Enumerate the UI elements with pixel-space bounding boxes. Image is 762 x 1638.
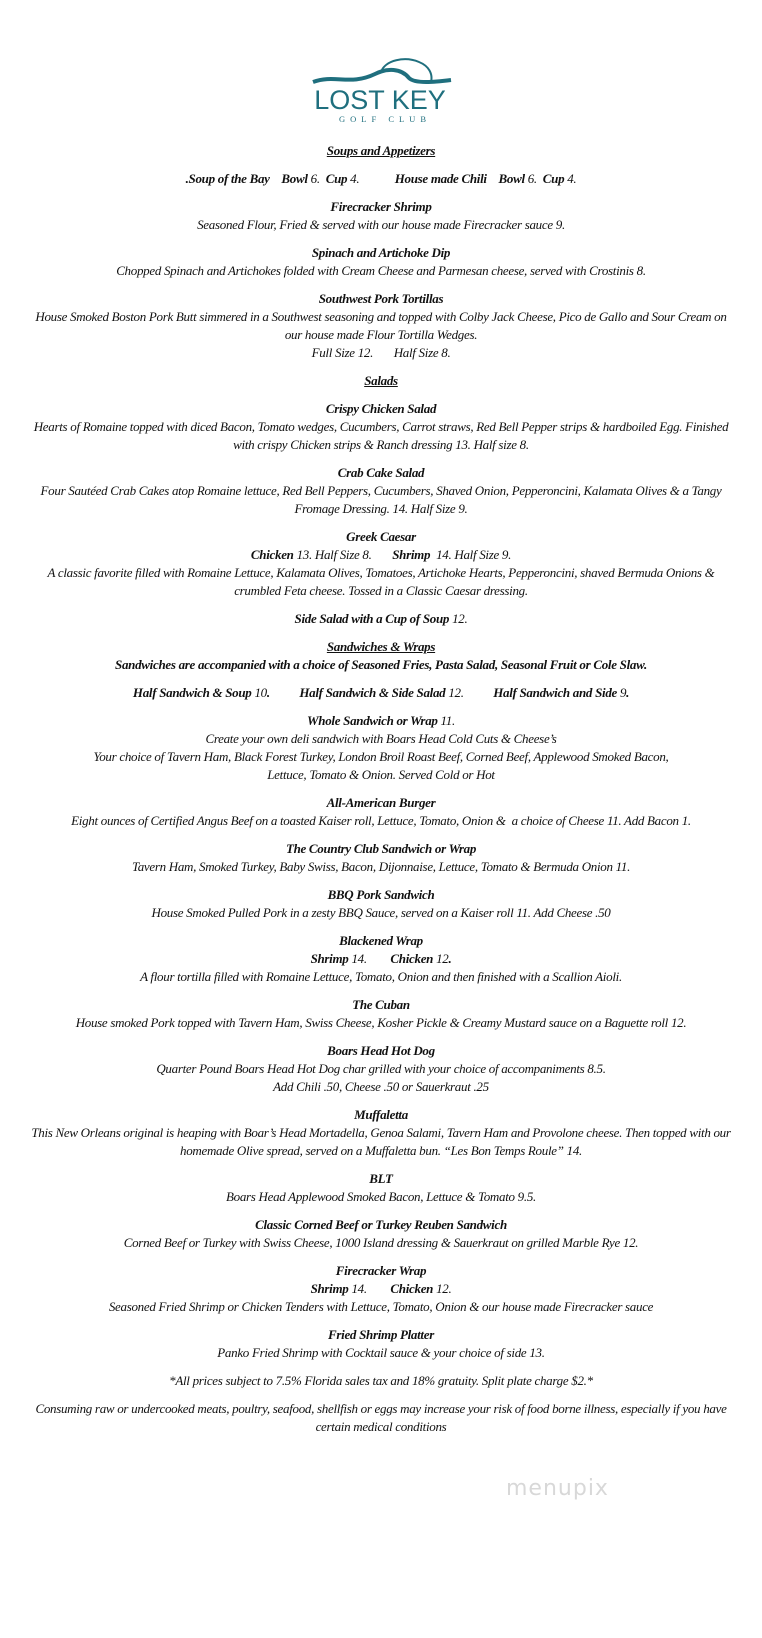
bold-text: Crab Cake Salad [337,465,425,480]
text: our house made Flour Tortilla Wedges. [284,327,478,342]
bold-text: Firecracker Wrap [335,1263,427,1278]
bold-text: Boars Head Hot Dog [327,1043,435,1058]
bold-text: Crispy Chicken Salad [325,401,437,416]
text: House smoked Pork topped with Tavern Ham, Swiss Cheese, Kosher Pickle & Creamy Mustard sauce on a Baguette roll 12. [75,1015,687,1030]
text: Seasoned Flour, Fried & served with our house made Firecracker sauce 9. [197,217,565,232]
menu-item [10,1326,752,1362]
item-title-line [10,840,752,858]
section-heading: Sandwiches & Wraps [326,639,436,654]
text: 6. [527,171,543,186]
bold-text: Chicken [390,1281,437,1296]
item-description-line [10,564,752,582]
text: Quarter Pound Boars Head Hot Dog char grilled with your choice of accompaniments 8.5. [156,1061,606,1076]
text: crumbled Feta cheese. Tossed in a Classic Caesar dressing. [234,583,528,598]
bold-text: Shrimp [392,547,434,562]
menu-item [10,400,752,454]
text: Corned Beef or Turkey with Swiss Cheese, 1000 Island dressing & Sauerkraut on grilled Marble Rye 12. [123,1235,639,1250]
text: 14. [351,1281,391,1296]
menu-item [10,198,752,234]
menu-item [10,170,752,188]
text: Tavern Ham, Smoked Turkey, Baby Swiss, Bacon, Dijonnaise, Lettuce, Tomato & Bermuda Onion 11. [131,859,631,874]
item-description-line [10,436,752,454]
text: 12. [448,685,494,700]
text: A classic favorite filled with Romaine Lettuce, Kalamata Olives, Tomatoes, Artichoke Hearts, Pepperoncini, shaved Bermuda Onions & [47,565,715,580]
text: 13. Half Size 8. [296,547,393,562]
bold-text: . Half Sandwich & Side Salad [266,685,449,700]
bold-text: . [448,951,452,966]
bold-text: Blackened Wrap [339,933,423,948]
item-description-line [10,858,752,876]
menu-item [10,528,752,600]
item-title-line [10,638,752,656]
text: Four Sautéed Crab Cakes atop Romaine lettuce, Red Bell Peppers, Cucumbers, Shaved Onion, Pepperoncini, Kalamata Olives & a Tangy [40,483,722,498]
bold-text: Cup [325,171,351,186]
item-title-line [10,684,752,702]
item-description-line [10,950,752,968]
menu-item [10,684,752,702]
item-description-line [10,1344,752,1362]
item-title-line [10,142,752,160]
menu-item [10,932,752,986]
item-title-line [10,712,752,730]
item-description-line [10,546,752,564]
text: Lettuce, Tomato & Onion. Served Cold or Hot [267,767,495,782]
logo-subtitle: GOLF CLUB [339,114,431,124]
item-title-line [10,1216,752,1234]
item-title-line [10,244,752,262]
text: homemade Olive spread, served on a Muffaletta bun. “Les Bon Temps Roule” 14. [180,1143,582,1158]
menu-item [10,244,752,280]
item-description-line [10,326,752,344]
menu-item [10,996,752,1032]
item-title-line [10,610,752,628]
menu-item [10,1042,752,1096]
item-description-line [10,656,752,674]
item-description-line [10,968,752,986]
bold-text: Cup [542,171,568,186]
bold-text: Sandwiches are accompanied with a choice of Seasoned Fries, Pasta Salad, Seasonal Fruit or Cole Slaw. [115,657,647,672]
menu-item [10,290,752,362]
text: 14. [351,951,391,966]
item-description-line [10,1124,752,1142]
item-description-line [10,904,752,922]
item-title-line [10,198,752,216]
menu-item [10,464,752,518]
menu-item [10,1216,752,1252]
menu-item [10,638,752,674]
menu-item [10,1400,752,1436]
item-description-line [10,1234,752,1252]
bold-text: Side Salad with a Cup of Soup [294,611,453,626]
item-description-line [10,1142,752,1160]
text: Boars Head Applewood Smoked Bacon, Lettuce & Tomato 9.5. [226,1189,536,1204]
text: Chopped Spinach and Artichokes folded with Cream Cheese and Parmesan cheese, served with Crostinis 8. [116,263,646,278]
item-title-line [10,1262,752,1280]
text: This New Orleans original is heaping with Boar’s Head Mortadella, Genoa Salami, Tavern Ham and Provolone cheese. Then topped with our [31,1125,731,1140]
item-description-line [10,582,752,600]
menu-item [10,794,752,830]
item-title-line [10,170,752,188]
text: *All prices subject to 7.5% Florida sales tax and 18% gratuity. Split plate charge $2.* [169,1373,593,1388]
bold-text: Shrimp [310,1281,352,1296]
bold-text: Greek Caesar [346,529,416,544]
text: 4. [350,171,395,186]
item-title-line [10,528,752,546]
bold-text: Southwest Pork Tortillas [318,291,444,306]
text: Seasoned Fried Shrimp or Chicken Tenders with Lettuce, Tomato, Onion & our house made Firecracker sauce [108,1299,654,1314]
menu-item [10,1262,752,1316]
bold-text: Whole Sandwich or Wrap [307,713,441,728]
text: 12. [436,1281,452,1296]
text: Eight ounces of Certified Angus Beef on a toasted Kaiser roll, Lettuce, Tomato, Onion & a choice of Cheese 11. Add Bacon 1. [71,813,691,828]
text: House Smoked Boston Pork Butt simmered in a Southwest seasoning and topped with Colby Jack Cheese, Pico de Gallo and Sour Cream on [35,309,727,324]
text: 11. [440,713,455,728]
menu-item [10,886,752,922]
menu-item [10,840,752,876]
bold-text: Chicken [250,547,297,562]
section-heading: Soups and Appetizers [326,143,436,158]
item-description-line [10,812,752,830]
item-description-line [10,1418,752,1436]
item-description-line [10,262,752,280]
bold-text: House made Chili Bowl [394,171,528,186]
text: Panko Fried Shrimp with Cocktail sauce & your choice of side 13. [217,1345,545,1360]
bold-text: Fried Shrimp Platter [328,1327,434,1342]
text: 12 [436,951,449,966]
item-title-line [10,1326,752,1344]
menu-item [10,1106,752,1160]
item-description-line [10,1298,752,1316]
text: Fromage Dressing. 14. Half Size 9. [294,501,468,516]
item-description-line [10,730,752,748]
item-title-line [10,932,752,950]
item-title-line [10,372,752,390]
bold-text: BBQ Pork Sandwich [327,887,435,902]
bold-text: All-American Burger [326,795,436,810]
bold-text: The Country Club Sandwich or Wrap [285,841,477,856]
text: 12. [452,611,468,626]
item-description-line [10,1188,752,1206]
item-title-line [10,886,752,904]
bold-text: . [626,685,630,700]
menu-item [10,712,752,784]
item-description-line [10,500,752,518]
item-description-line [10,1280,752,1298]
menu-item [10,1372,752,1390]
menu-item [10,372,752,390]
item-title-line [10,794,752,812]
menu-content [10,142,752,1446]
text: with crispy Chicken strips & Ranch dressing 13. Half size 8. [233,437,529,452]
bold-text: Spinach and Artichoke Dip [311,245,451,260]
item-title-line [10,1042,752,1060]
item-title-line [10,1400,752,1418]
item-description-line [10,1014,752,1032]
bold-text: Classic Corned Beef or Turkey Reuben Sandwich [255,1217,507,1232]
text: certain medical conditions [315,1419,447,1434]
menu-item [10,1170,752,1206]
menu-item [10,610,752,628]
item-description-line [10,748,752,766]
text: 9 [619,685,627,700]
menupix-watermark: menupix [506,1476,609,1501]
bold-text: .Soup of the Bay Bowl [185,171,311,186]
bold-text: Half Sandwich & Soup [132,685,255,700]
item-description-line [10,1060,752,1078]
text: 6. [310,171,326,186]
bold-text: Chicken [390,951,437,966]
text: Consuming raw or undercooked meats, poultry, seafood, shellfish or eggs may increase your risk of food borne illness, especially if you have [35,1401,727,1416]
text: Hearts of Romaine topped with diced Bacon, Tomato wedges, Cucumbers, Carrot straws, Red Bell Pepper strips & hardboiled Egg. Finished [33,419,729,434]
bold-text: The Cuban [352,997,410,1012]
bold-text: Shrimp [310,951,352,966]
item-description-line [10,418,752,436]
item-title-line [10,996,752,1014]
item-description-line [10,482,752,500]
lost-key-logo [280,56,480,142]
text: Create your own deli sandwich with Boars Head Cold Cuts & Cheese’s [205,731,557,746]
logo-name: LOST KEY [314,85,446,115]
item-description-line [10,308,752,326]
text: House Smoked Pulled Pork in a zesty BBQ Sauce, served on a Kaiser roll 11. Add Cheese .50 [151,905,611,920]
bold-text: Firecracker Shrimp [330,199,432,214]
item-description-line [10,1078,752,1096]
text: Add Chili .50, Cheese .50 or Sauerkraut .25 [273,1079,489,1094]
item-title-line [10,464,752,482]
item-title-line [10,1106,752,1124]
item-title-line [10,290,752,308]
text: A flour tortilla filled with Romaine Lettuce, Tomato, Onion and then finished with a Scallion Aioli. [140,969,622,984]
text: Your choice of Tavern Ham, Black Forest Turkey, London Broil Roast Beef, Corned Beef, Applewood Smoked Bacon, [93,749,669,764]
item-title-line [10,400,752,418]
text: 14. Half Size 9. [433,547,512,562]
bold-text: Half Sandwich and Side [493,685,620,700]
text: 10 [254,685,267,700]
section-heading: Salads [364,373,398,388]
item-title-line [10,1372,752,1390]
bold-text: Muffaletta [354,1107,408,1122]
text: Full Size 12. Half Size 8. [311,345,451,360]
item-description-line [10,766,752,784]
bold-text: BLT [369,1171,393,1186]
item-title-line [10,1170,752,1188]
menu-item [10,142,752,160]
item-description-line [10,216,752,234]
text: 4. [567,171,577,186]
item-description-line [10,344,752,362]
